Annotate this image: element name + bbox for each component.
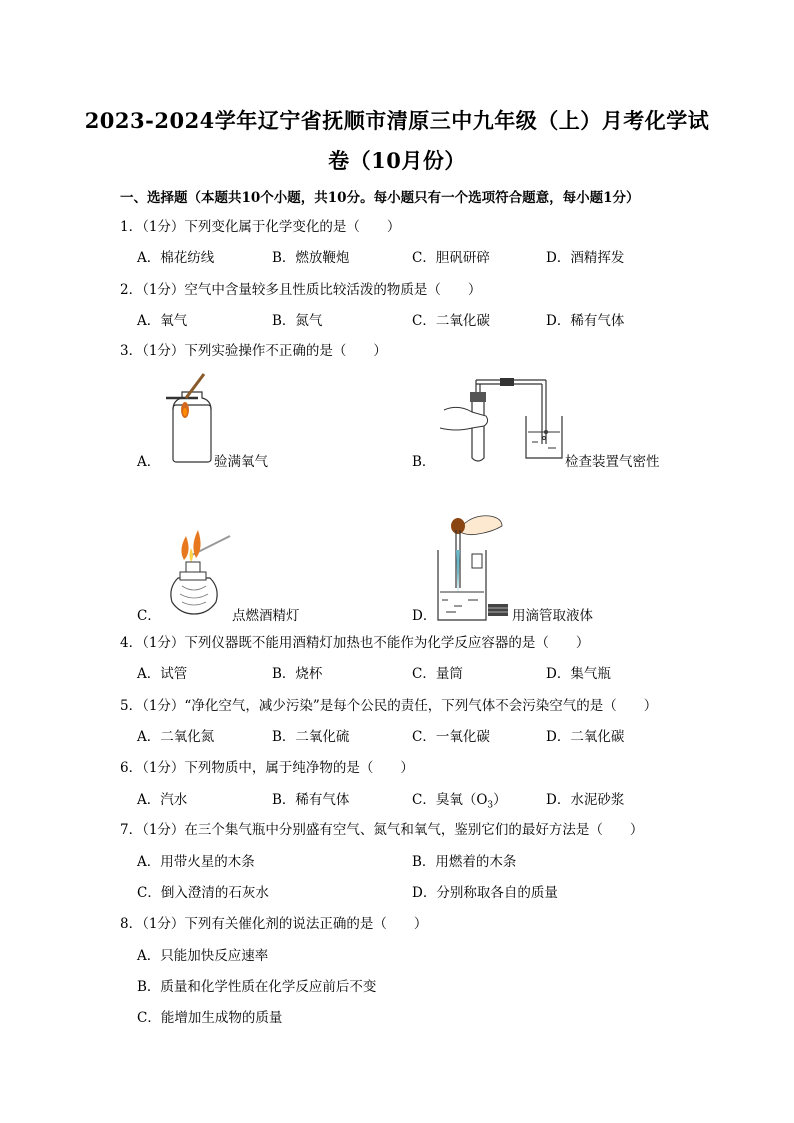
- figure-a-oxygen-test: [160, 370, 220, 465]
- page-title-line2: 卷（10月份）: [328, 148, 466, 173]
- q2-option-d: D．稀有气体: [546, 313, 625, 329]
- q8-option-b: B．质量和化学性质在化学反应前后不变: [137, 979, 377, 995]
- figure-c-alcohol-lamp: [160, 528, 235, 623]
- q2-option-a: A．氧气: [137, 313, 188, 329]
- q4-option-c: C．量筒: [412, 666, 463, 682]
- q4-option-d: D．集气瓶: [546, 666, 611, 682]
- q1-option-a: A．棉花纺线: [137, 250, 215, 266]
- q1-option-c: C．胆矾研碎: [412, 250, 490, 266]
- q4-option-b: B．烧杯: [272, 666, 323, 682]
- q5-option-b: B．二氧化硫: [272, 729, 350, 745]
- question-5-stem: 5．（1分）“净化空气，减少污染”是每个公民的责任，下列气体不会污染空气的是（ ）: [120, 698, 658, 714]
- q3-caption-a: 验满氧气: [214, 454, 268, 470]
- q7-option-a: A．用带火星的木条: [137, 854, 255, 870]
- question-6-stem: 6．（1分）下列物质中，属于纯净物的是（ ）: [120, 760, 414, 776]
- q6-option-d: D．水泥砂浆: [546, 792, 625, 808]
- section-heading: 一、选择题（本题共10个小题，共10分。每小题只有一个选项符合题意，每小题1分）: [120, 190, 640, 206]
- q3-option-a: A．: [137, 454, 161, 470]
- q6-option-a: A．汽水: [137, 792, 188, 808]
- q2-option-c: C．二氧化碳: [412, 313, 490, 329]
- q7-option-c: C．倒入澄清的石灰水: [137, 885, 269, 901]
- q3-caption-b: 检查装置气密性: [565, 454, 660, 470]
- q5-option-d: D．二氧化碳: [546, 729, 625, 745]
- question-7-stem: 7．（1分）在三个集气瓶中分别盛有空气、氮气和氧气，鉴别它们的最好方法是（ ）: [120, 822, 644, 838]
- figure-b-airtightness-check: [436, 372, 566, 467]
- q6-option-b: B．稀有气体: [272, 792, 350, 808]
- question-8-stem: 8．（1分）下列有关催化剂的说法正确的是（ ）: [120, 916, 428, 932]
- q5-option-c: C．一氧化碳: [412, 729, 490, 745]
- q4-option-a: A．试管: [137, 666, 188, 682]
- q7-option-d: D．分别称取各自的质量: [412, 885, 558, 901]
- q2-option-b: B．氮气: [272, 313, 323, 329]
- question-3-stem: 3．（1分）下列实验操作不正确的是（ ）: [120, 343, 387, 359]
- q8-option-a: A．只能加快反应速率: [137, 948, 269, 964]
- q3-option-b: B．: [412, 454, 436, 470]
- q5-option-a: A．二氧化氮: [137, 729, 215, 745]
- q8-option-c: C．能增加生成物的质量: [137, 1010, 283, 1026]
- q3-option-d: D．: [412, 608, 437, 624]
- q6-option-c: C．臭氧$(O_3)$: [412, 792, 507, 811]
- q7-option-b: B．用燃着的木条: [412, 854, 517, 870]
- q3-option-c: C．: [137, 608, 161, 624]
- q1-option-d: D．酒精挥发: [546, 250, 625, 266]
- question-2-stem: 2．（1分）空气中含量较多且性质比较活泼的物质是（ ）: [120, 282, 482, 298]
- figure-d-dropper: [432, 510, 512, 625]
- question-4-stem: 4．（1分）下列仪器既不能用酒精灯加热也不能作为化学反应容器的是（ ）: [120, 635, 590, 651]
- question-1-stem: 1．（1分）下列变化属于化学变化的是（ ）: [120, 219, 401, 235]
- page-title-line1: 2023-2024学年辽宁省抚顺市清原三中九年级（上）月考化学试: [84, 108, 710, 133]
- q3-caption-d: 用滴管取液体: [512, 608, 593, 624]
- q3-caption-c: 点燃酒精灯: [232, 608, 300, 624]
- q1-option-b: B．燃放鞭炮: [272, 250, 350, 266]
